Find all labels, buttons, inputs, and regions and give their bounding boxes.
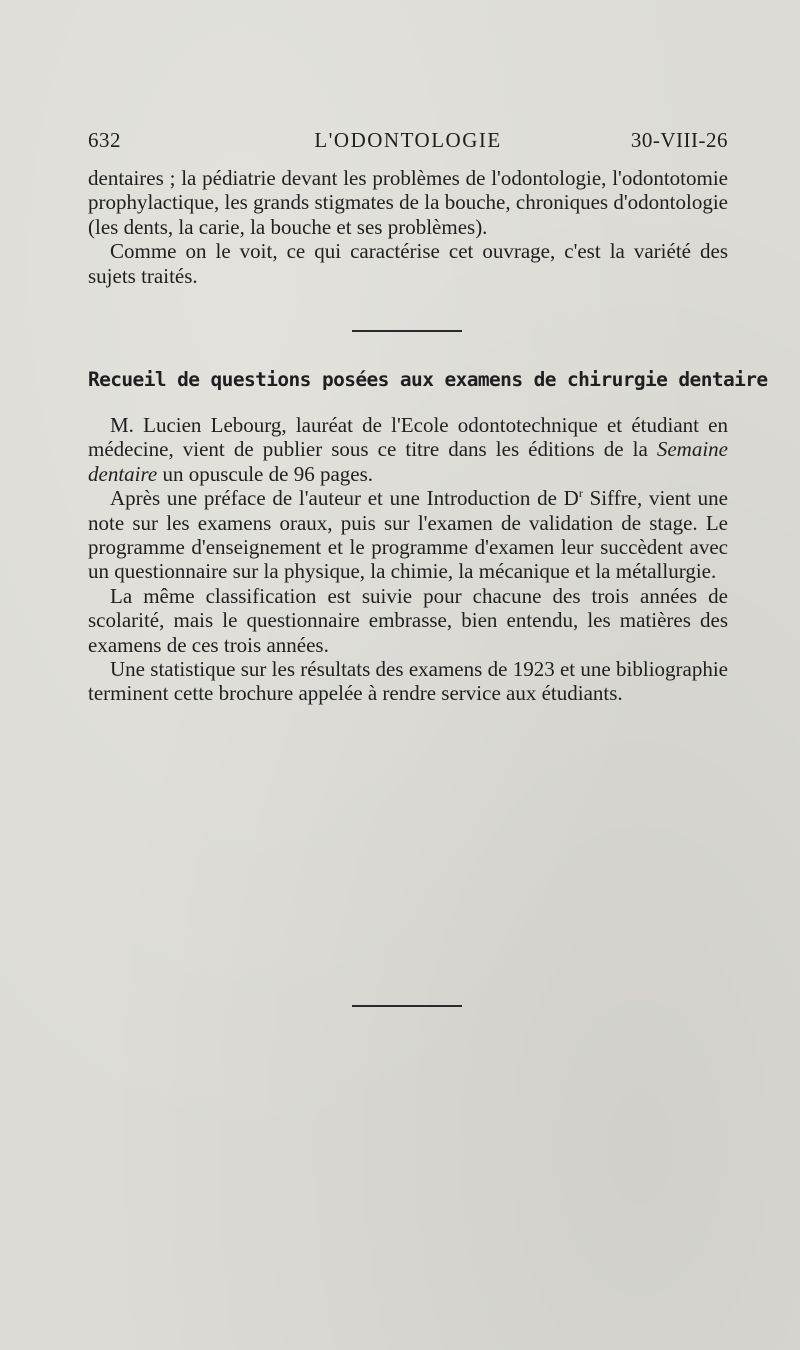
issue-date: 30-VIII-26	[630, 128, 728, 152]
section-paragraph-3: La même classification est suivie pour chacune des trois années de scolarité, mais le questionnaire embrasse, bien entendu, les matières des examens de ces trois années.	[88, 583, 728, 657]
section-body	[88, 413, 728, 706]
continuation-paragraph-2: Comme on le voit, ce qui caractérise cet ouvrage, c'est la variété des sujets traités.	[88, 239, 728, 288]
end-rule	[352, 1005, 462, 1007]
section-paragraph-1-end: un opuscule de 96 pages.	[157, 461, 374, 486]
continuation-paragraph-1: dentaires ; la pédiatrie devant les problèmes de l'odontologie, l'odontotomie prophylactique, les grands stigmates de la bouche, chroniques d'odontologie (les dents, la carie, la bouche et ses problèmes).	[88, 166, 728, 239]
divider-rule	[352, 330, 462, 332]
publication-title: Semaine dentaire	[88, 437, 728, 486]
journal-title: L'ODONTOLOGIE	[314, 128, 502, 152]
section-paragraph-4: Une statistique sur les résultats des examens de 1923 et une bibliographie terminent cette brochure appelée à rendre service aux étudiants.	[88, 657, 728, 706]
running-head	[88, 128, 728, 158]
section-paragraph-1	[88, 413, 728, 486]
page-number: 632	[88, 128, 121, 152]
continuation-text	[88, 166, 728, 288]
section-paragraph-2-end: Siffre, vient une note sur les examens oraux, puis sur l'examen de validation de stage. Le programme d'enseignement et le programme d'examen leur succèdent avec un questionnaire sur la physique, la chimie, la mécanique et la métallurgie.	[88, 486, 728, 584]
section-paragraph-2	[88, 486, 728, 584]
section-heading: Recueil de questions posées aux examens de chirurgie dentaire	[88, 368, 768, 391]
section-paragraph-1-start: M. Lucien Lebourg, lauréat de l'Ecole odontotechnique et étudiant en médecine, vient de publier sous ce titre dans les éditions de la	[88, 413, 728, 462]
doctor-superscript: r	[578, 486, 583, 501]
section-paragraph-2-start: Après une préface de l'auteur et une Introduction de D	[110, 486, 579, 511]
